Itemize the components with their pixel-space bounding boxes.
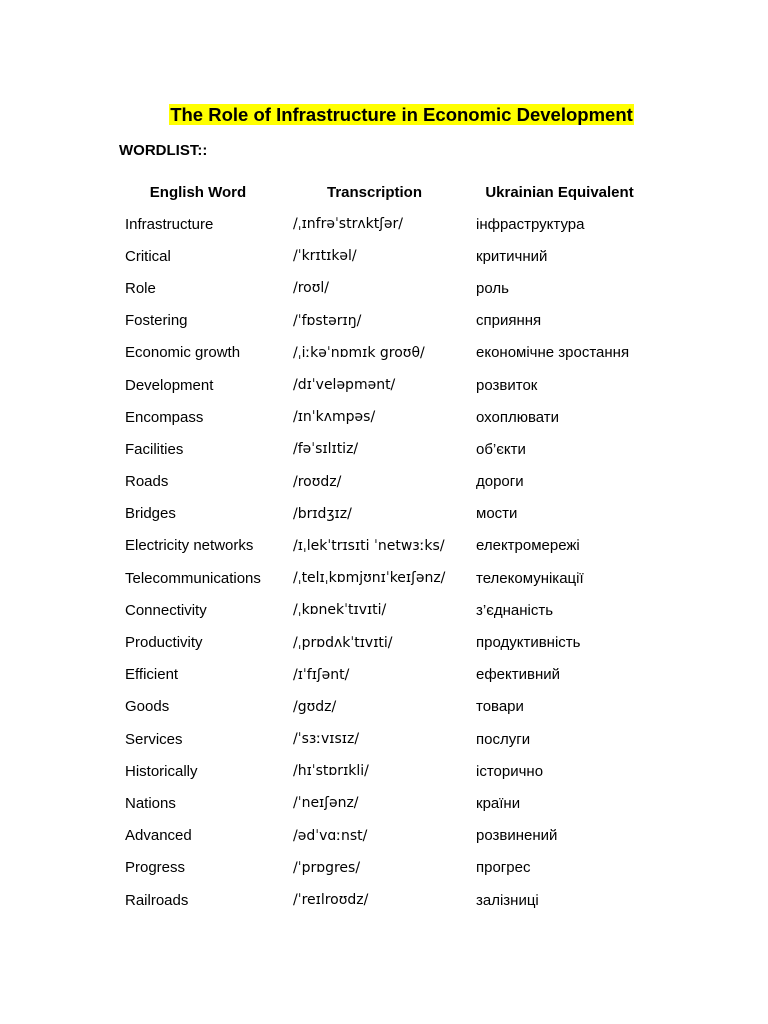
- ukrainian-equivalent-cell: продуктивність: [476, 634, 581, 652]
- english-word-cell: Services: [125, 730, 183, 748]
- table-row: [113, 498, 653, 530]
- table-row: [113, 884, 653, 916]
- transcription-cell: /ɪˈfɪʃənt/: [293, 666, 350, 683]
- transcription-cell: /ˈkrɪtɪkəl/: [293, 248, 357, 265]
- title-highlight: The Role of Infrastructure in Economic Development: [170, 104, 633, 125]
- ukrainian-equivalent-cell: телекомунікації: [476, 569, 584, 587]
- table-row: [113, 337, 653, 369]
- english-word-cell: Electricity networks: [125, 537, 254, 555]
- ukrainian-equivalent-cell: інфраструктура: [476, 215, 585, 233]
- english-word-cell: Roads: [125, 473, 169, 491]
- table-row: [113, 626, 653, 658]
- ukrainian-equivalent-cell: критичний: [476, 247, 548, 265]
- table-row: [113, 466, 653, 498]
- transcription-cell: /ˈneɪʃənz/: [293, 795, 359, 812]
- transcription-cell: /gʊdz/: [293, 698, 337, 715]
- ukrainian-equivalent-cell: розвиток: [476, 376, 538, 394]
- wordlist-label: WORDLIST::: [119, 142, 208, 159]
- english-word-cell: Goods: [125, 698, 170, 716]
- table-row: [113, 305, 653, 337]
- table-row: [113, 272, 653, 304]
- ukrainian-equivalent-cell: економічне зростання: [476, 344, 630, 362]
- column-header-transcription: Transcription: [326, 183, 423, 201]
- english-word-cell: Efficient: [125, 666, 179, 684]
- english-word-cell: Advanced: [125, 827, 192, 845]
- ukrainian-equivalent-cell: сприяння: [476, 312, 542, 330]
- table-row: [113, 594, 653, 626]
- english-word-cell: Facilities: [125, 440, 184, 458]
- transcription-cell: /roʊl/: [293, 280, 329, 297]
- transcription-cell: /hɪˈstɒrɪkli/: [293, 763, 369, 780]
- ukrainian-equivalent-cell: роль: [476, 279, 509, 297]
- transcription-cell: /ˈprɒgres/: [293, 859, 361, 876]
- english-word-cell: Critical: [125, 247, 171, 265]
- english-word-cell: Development: [125, 376, 214, 394]
- ukrainian-equivalent-cell: дороги: [476, 473, 524, 491]
- ukrainian-equivalent-cell: прогрес: [476, 859, 531, 877]
- table-row: [113, 723, 653, 755]
- english-word-cell: Infrastructure: [125, 215, 214, 233]
- table-row: [113, 659, 653, 691]
- transcription-cell: /ˌiːkəˈnɒmɪk groʊθ/: [293, 344, 425, 361]
- table-row: [113, 691, 653, 723]
- ukrainian-equivalent-cell: розвинений: [476, 827, 558, 845]
- transcription-cell: /ˌɪnfrəˈstrʌktʃər/: [293, 216, 403, 233]
- transcription-cell: /fəˈsɪlɪtiz/: [293, 441, 359, 458]
- column-header-english-word: English Word: [149, 183, 247, 201]
- table-row: [113, 208, 653, 240]
- transcription-cell: /ˌtelɪˌkɒmjʊnɪˈkeɪʃənz/: [293, 570, 446, 587]
- table-row: [113, 433, 653, 465]
- ukrainian-equivalent-cell: охоплювати: [476, 408, 560, 426]
- table-row: [113, 530, 653, 562]
- table-row: [113, 562, 653, 594]
- english-word-cell: Productivity: [125, 634, 203, 652]
- transcription-cell: /dɪˈveləpmənt/: [293, 377, 396, 394]
- english-word-cell: Bridges: [125, 505, 176, 523]
- english-word-cell: Economic growth: [125, 344, 241, 362]
- transcription-cell: /ˈsɜːvɪsɪz/: [293, 731, 360, 748]
- english-word-cell: Connectivity: [125, 601, 207, 619]
- english-word-cell: Progress: [125, 859, 186, 877]
- english-word-cell: Fostering: [125, 312, 188, 330]
- english-word-cell: Historically: [125, 762, 198, 780]
- ukrainian-equivalent-cell: ефективний: [476, 666, 561, 684]
- ukrainian-equivalent-cell: послуги: [476, 730, 531, 748]
- ukrainian-equivalent-cell: товари: [476, 698, 524, 716]
- english-word-cell: Nations: [125, 794, 176, 812]
- transcription-cell: /ˈreɪlroʊdz/: [293, 892, 369, 909]
- ukrainian-equivalent-cell: мости: [476, 505, 518, 523]
- english-word-cell: Role: [125, 279, 156, 297]
- table-body: [113, 208, 653, 916]
- ukrainian-equivalent-cell: об’єкти: [476, 440, 526, 458]
- ukrainian-equivalent-cell: залізниці: [476, 891, 539, 909]
- table-row: [113, 787, 653, 819]
- transcription-cell: /ˈfɒstərɪŋ/: [293, 312, 362, 329]
- table-row: [113, 401, 653, 433]
- transcription-cell: /ɪˌlekˈtrɪsɪti ˈnetwɜːks/: [293, 537, 445, 554]
- wordlist-table: [113, 176, 653, 916]
- table-row: [113, 852, 653, 884]
- transcription-cell: /ˌkɒnekˈtɪvɪti/: [293, 602, 387, 619]
- ukrainian-equivalent-cell: країни: [476, 794, 521, 812]
- english-word-cell: Telecommunications: [125, 569, 261, 587]
- transcription-cell: /ˌprɒdʌkˈtɪvɪti/: [293, 634, 393, 651]
- transcription-cell: /ɪnˈkʌmpəs/: [293, 409, 376, 426]
- english-word-cell: Railroads: [125, 891, 189, 909]
- table-header-row: [113, 176, 653, 208]
- english-word-cell: Encompass: [125, 408, 204, 426]
- transcription-cell: /roʊdz/: [293, 473, 342, 490]
- column-header-ukrainian-equivalent: Ukrainian Equivalent: [485, 183, 634, 201]
- table-row: [113, 755, 653, 787]
- ukrainian-equivalent-cell: електромережі: [476, 537, 580, 555]
- transcription-cell: /ədˈvɑːnst/: [293, 827, 368, 844]
- ukrainian-equivalent-cell: історично: [476, 762, 544, 780]
- table-row: [113, 369, 653, 401]
- page-title: [0, 103, 768, 127]
- transcription-cell: /brɪdʒɪz/: [293, 505, 352, 522]
- table-row: [113, 240, 653, 272]
- table-header: [113, 176, 653, 208]
- ukrainian-equivalent-cell: з’єднаність: [476, 601, 554, 619]
- table-row: [113, 820, 653, 852]
